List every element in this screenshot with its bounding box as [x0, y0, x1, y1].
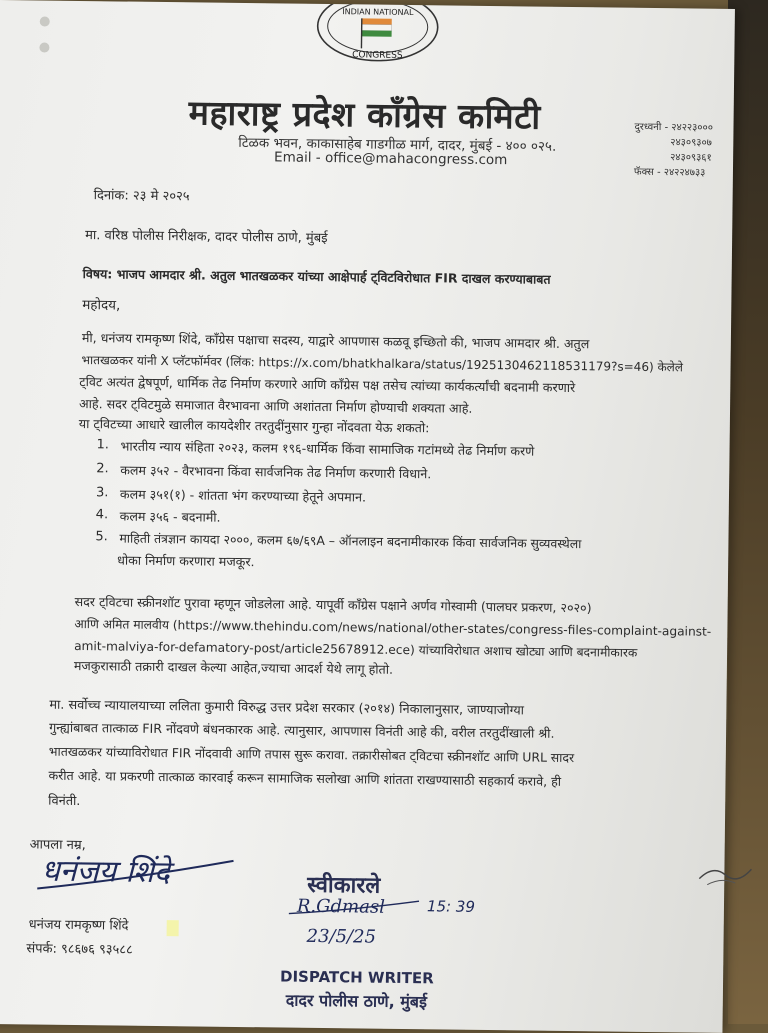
phone-number: २४३०९३०७	[634, 135, 713, 151]
signatory-name: धनंजय रामकृष्ण शिंदे	[29, 914, 129, 933]
list-number: 4.	[96, 507, 109, 522]
stamp-signature: R.Gdmasl	[296, 896, 385, 918]
list-item: कलम ३५२ - वैरभावना किंवा सार्वजनिक तेढ निर्माण करणारी विधाने.	[120, 462, 431, 483]
letter-date: दिनांक: २३ मे २०२५	[94, 185, 190, 204]
phone-label: दुरध्वनी -	[634, 122, 668, 133]
list-item: कलम ३५६ - बदनामी.	[120, 508, 221, 526]
paragraph-line: सदर ट्विटचा स्क्रीनशॉट पुरावा म्हणून जोडलेला आहे. यापूर्वी काँग्रेस पक्षाने अर्णव गोस्वामी (पालघर प्रकरण, २०२०)	[75, 593, 592, 616]
handwritten-signature	[37, 839, 238, 901]
paragraph-line: भातखळकर यांनी X प्लॅटफॉर्मवर (लिंक: https://x.com/bhatkhalkara/status/1925130462118531179?s=46) केलेले	[82, 351, 684, 375]
punch-hole	[40, 16, 50, 26]
paragraph-line: आणि अमित मालवीय (https://www.thehindu.com/news/national/other-states/congress-files-complaint-against-	[74, 615, 711, 640]
list-number: 1.	[96, 437, 109, 452]
signatory-contact: संपर्क: ९८६७६ ९३५८८	[26, 938, 133, 957]
paragraph-line: विनंती.	[48, 791, 80, 809]
org-name: महाराष्ट्र प्रदेश काँग्रेस कमिटी	[188, 88, 541, 138]
closing: आपला नम्र,	[30, 834, 86, 853]
paragraph-line: मा. सर्वोच्च न्यायालयाच्या ललिता कुमारी विरुद्ध उत्तर प्रदेश सरकार (२०१४) निकालानुसार, जाण्याजोग्या	[49, 695, 524, 719]
paragraph-line: मी, धनंजय रामकृष्ण शिंदे, काँग्रेस पक्षाचा सदस्य, याद्वारे आपणास कळवू इच्छितो की, भाजप आमदार श्री. अतुल	[82, 329, 590, 352]
fax-number: २४२२४७३३	[664, 167, 706, 179]
paragraph-line: गुन्ह्यांबाबत तात्काळ FIR नोंदवणे बंधनकारक आहे. त्यानुसार, आपणास विनंती आहे की, वरील तरतुदींखाली श्री.	[49, 719, 555, 742]
phone-number: २४२२३०००	[671, 122, 713, 134]
stamp-time: 15: 39	[427, 897, 475, 916]
list-number: 3.	[96, 485, 109, 500]
stamp-station: दादर पोलीस ठाणे, मुंबई	[285, 991, 428, 1013]
logo-text-bottom: CONGRESS	[352, 50, 403, 61]
inc-logo	[311, 4, 444, 64]
paragraph-line: आहे. सदर ट्विटमुळे समाजात वैरभावना आणि अशांतता निर्माण होण्याची शक्यता आहे.	[79, 395, 473, 417]
org-email: Email - office@mahacongress.com	[274, 149, 507, 168]
subject: विषय: भाजप आमदार श्री. अतुल भातखळकर यांच्या आक्षेपार्ह ट्विटविरोधात FIR दाखल करण्याबाबत	[83, 265, 551, 288]
phone-number: २४३०९३६१	[634, 150, 713, 166]
recipient: मा. वरिष्ठ पोलीस निरीक्षक, दादर पोलीस ठाणे, मुंबई	[85, 225, 328, 246]
paragraph-line: या ट्विटच्या आधारे खालील कायदेशीर तरतुदींनुसार गुन्हा नोंदवता येऊ शकतो:	[79, 415, 430, 436]
paragraph-line: मजकुरासाठी तक्रारी दाखल केल्या आहेत,ज्याचा आदर्श येथे लागू होतो.	[74, 657, 393, 678]
list-item-continued: धोका निर्माण करणारा मजकूर.	[117, 551, 255, 570]
signature-text: धनंजय शिंदे	[41, 854, 175, 891]
stamp-received-text: स्वीकारले	[306, 871, 381, 899]
stamp-date: 23/5/25	[305, 926, 376, 948]
salutation: महोदय,	[82, 295, 120, 313]
paragraph-line: ट्विट अत्यंत द्वेषपूर्ण, धार्मिक तेढ निर्माण करणारे आणि काँग्रेस पक्ष तसेच त्यांच्या कार्यकर्त्यांची बदनामी करणारे	[79, 373, 575, 396]
punch-hole	[39, 42, 49, 52]
received-stamp	[278, 861, 490, 1014]
list-item: माहिती तंत्रज्ञान कायदा २०००, कलम ६७/६९A – ऑनलाइन बदनामीकारक किंवा सार्वजनिक सुव्यवस्थेला	[119, 529, 581, 552]
list-item: कलम ३५१(१) - शांतता भंग करण्याच्या हेतूने अपमान.	[120, 486, 366, 506]
stamp-role: DISPATCH WRITER	[280, 967, 434, 987]
paragraph-line: amit-malviya-for-defamatory-post/article25678912.ece) यांच्याविरोधात अशाच खोट्या आणि बदनामीकारक	[74, 637, 637, 661]
logo-text-top: INDIAN NATIONAL	[342, 7, 414, 17]
org-address: टिळक भवन, काकासाहेब गाडगीळ मार्ग, दादर, मुंबई - ४०० ०२५.	[238, 133, 556, 155]
paragraph-line: करीत आहे. या प्रकरणी तात्काळ कारवाई करून सामाजिक सलोखा आणि शांतता राखण्यासाठी सहकार्य करावे, ही	[48, 767, 561, 790]
fax-label: फॅक्स -	[634, 167, 661, 178]
pen-mark	[695, 855, 755, 896]
list-number: 5.	[95, 529, 108, 544]
phone-block	[634, 120, 713, 181]
paragraph-line: भातखळकर यांच्याविरोधात FIR नोंदवावी आणि तपास सुरू करावा. तक्रारीसोबत ट्विटचा स्क्रीनशॉट आणि URL सादर	[49, 743, 574, 766]
list-item: भारतीय न्याय संहिता २०२३, कलम १९६-धार्मिक किंवा सामाजिक गटांमध्ये तेढ निर्माण करणे	[120, 438, 534, 460]
sticky-tab	[167, 920, 179, 936]
list-number: 2.	[96, 461, 109, 476]
